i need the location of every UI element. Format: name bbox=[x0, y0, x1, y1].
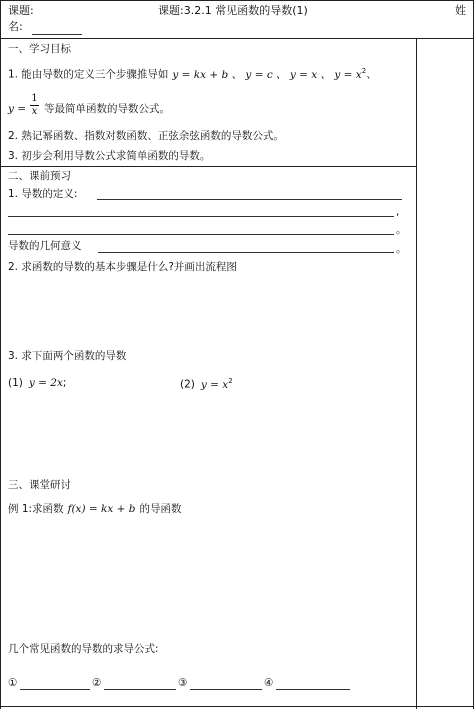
geometric-meaning-label: 导数的几何意义 bbox=[8, 240, 82, 252]
common-derivatives-label: 几个常见函数的导数的求导公式: bbox=[8, 643, 159, 655]
fraction-numerator: 1 bbox=[31, 93, 38, 104]
goal-item-1-text: 1. 能由导数的定义三个步骤推导如 bbox=[8, 68, 169, 81]
section-class-study-heading: 三、课堂研讨 bbox=[8, 479, 71, 491]
definition-period: 。 bbox=[396, 224, 407, 236]
question-3b-label: (2) bbox=[180, 378, 195, 391]
fraction-lhs: y = bbox=[8, 103, 27, 115]
header-xing-label: 姓 bbox=[455, 4, 466, 17]
question-3b-formula: y = x bbox=[200, 378, 229, 391]
definition-blank-line-3[interactable] bbox=[8, 234, 394, 235]
example-1-suffix: 的导函数 bbox=[139, 503, 182, 515]
page-title: 课题:3.2.1 常见函数的导数(1) bbox=[158, 4, 308, 17]
section-divider-1 bbox=[0, 166, 416, 167]
formula-blank-1[interactable] bbox=[20, 689, 90, 690]
formula-blank-2-marker: ② bbox=[92, 677, 102, 689]
question-1-label: 1. 导数的定义: bbox=[8, 188, 78, 200]
question-3a-formula: y = 2x bbox=[28, 377, 63, 389]
definition-comma: , bbox=[396, 206, 400, 218]
notes-column-divider bbox=[416, 38, 417, 709]
goal-item-2: 2. 熟记幂函数、指数对数函数、正弦余弦函数的导数公式。 bbox=[8, 130, 284, 142]
definition-blank-line-2[interactable] bbox=[8, 216, 394, 217]
question-3: 3. 求下面两个函数的导数 bbox=[8, 350, 127, 362]
question-3a-label: (1) bbox=[8, 377, 23, 389]
definition-blank-line-1[interactable] bbox=[97, 199, 402, 200]
formula-blank-4[interactable] bbox=[276, 689, 350, 690]
example-1-formula: f(x) = kx + b bbox=[67, 503, 136, 515]
formula-blank-1-marker: ① bbox=[8, 677, 18, 689]
goal-item-1-formula: y = kx + b 、 y = c 、 y = x 、 y = x bbox=[172, 68, 362, 81]
section-learning-goals-heading: 一、学习目标 bbox=[8, 43, 71, 55]
question-3a bbox=[8, 377, 66, 389]
formula-blank-4-marker: ④ bbox=[264, 677, 274, 689]
header-divider bbox=[0, 38, 474, 39]
question-3b-exponent: 2 bbox=[228, 377, 233, 385]
header-keti-label: 课题: bbox=[8, 4, 34, 17]
formula-blank-3[interactable] bbox=[190, 689, 262, 690]
table-left-border bbox=[0, 0, 1, 709]
example-1 bbox=[8, 503, 182, 515]
goal-item-1 bbox=[8, 67, 377, 81]
name-blank[interactable] bbox=[32, 34, 82, 35]
question-3a-end: ; bbox=[62, 377, 67, 389]
section-preview-heading: 二、课前预习 bbox=[8, 170, 71, 182]
geometric-meaning-blank[interactable] bbox=[98, 252, 394, 253]
geometric-meaning-period: 。 bbox=[396, 243, 407, 255]
formula-blank-2[interactable] bbox=[104, 689, 176, 690]
goal-item-1-end: 、 bbox=[366, 68, 377, 81]
formula-blank-3-marker: ③ bbox=[178, 677, 188, 689]
table-bottom-border bbox=[0, 706, 474, 707]
goal-item-1-cont: 等最简单函数的导数公式。 bbox=[44, 103, 170, 115]
header-ming-label: 名: bbox=[8, 20, 23, 33]
example-1-label: 例 1:求函数 bbox=[8, 503, 64, 515]
table-top-border bbox=[0, 0, 474, 1]
goal-item-1-exponent: 2 bbox=[361, 67, 367, 75]
fraction-one-over-x bbox=[30, 94, 39, 117]
fraction-denominator: x bbox=[31, 106, 38, 117]
question-2: 2. 求函数的导数的基本步骤是什么?并画出流程图 bbox=[8, 261, 237, 273]
goal-item-3: 3. 初步会利用导数公式求简单函数的导数。 bbox=[8, 150, 211, 162]
question-3b bbox=[180, 377, 233, 391]
